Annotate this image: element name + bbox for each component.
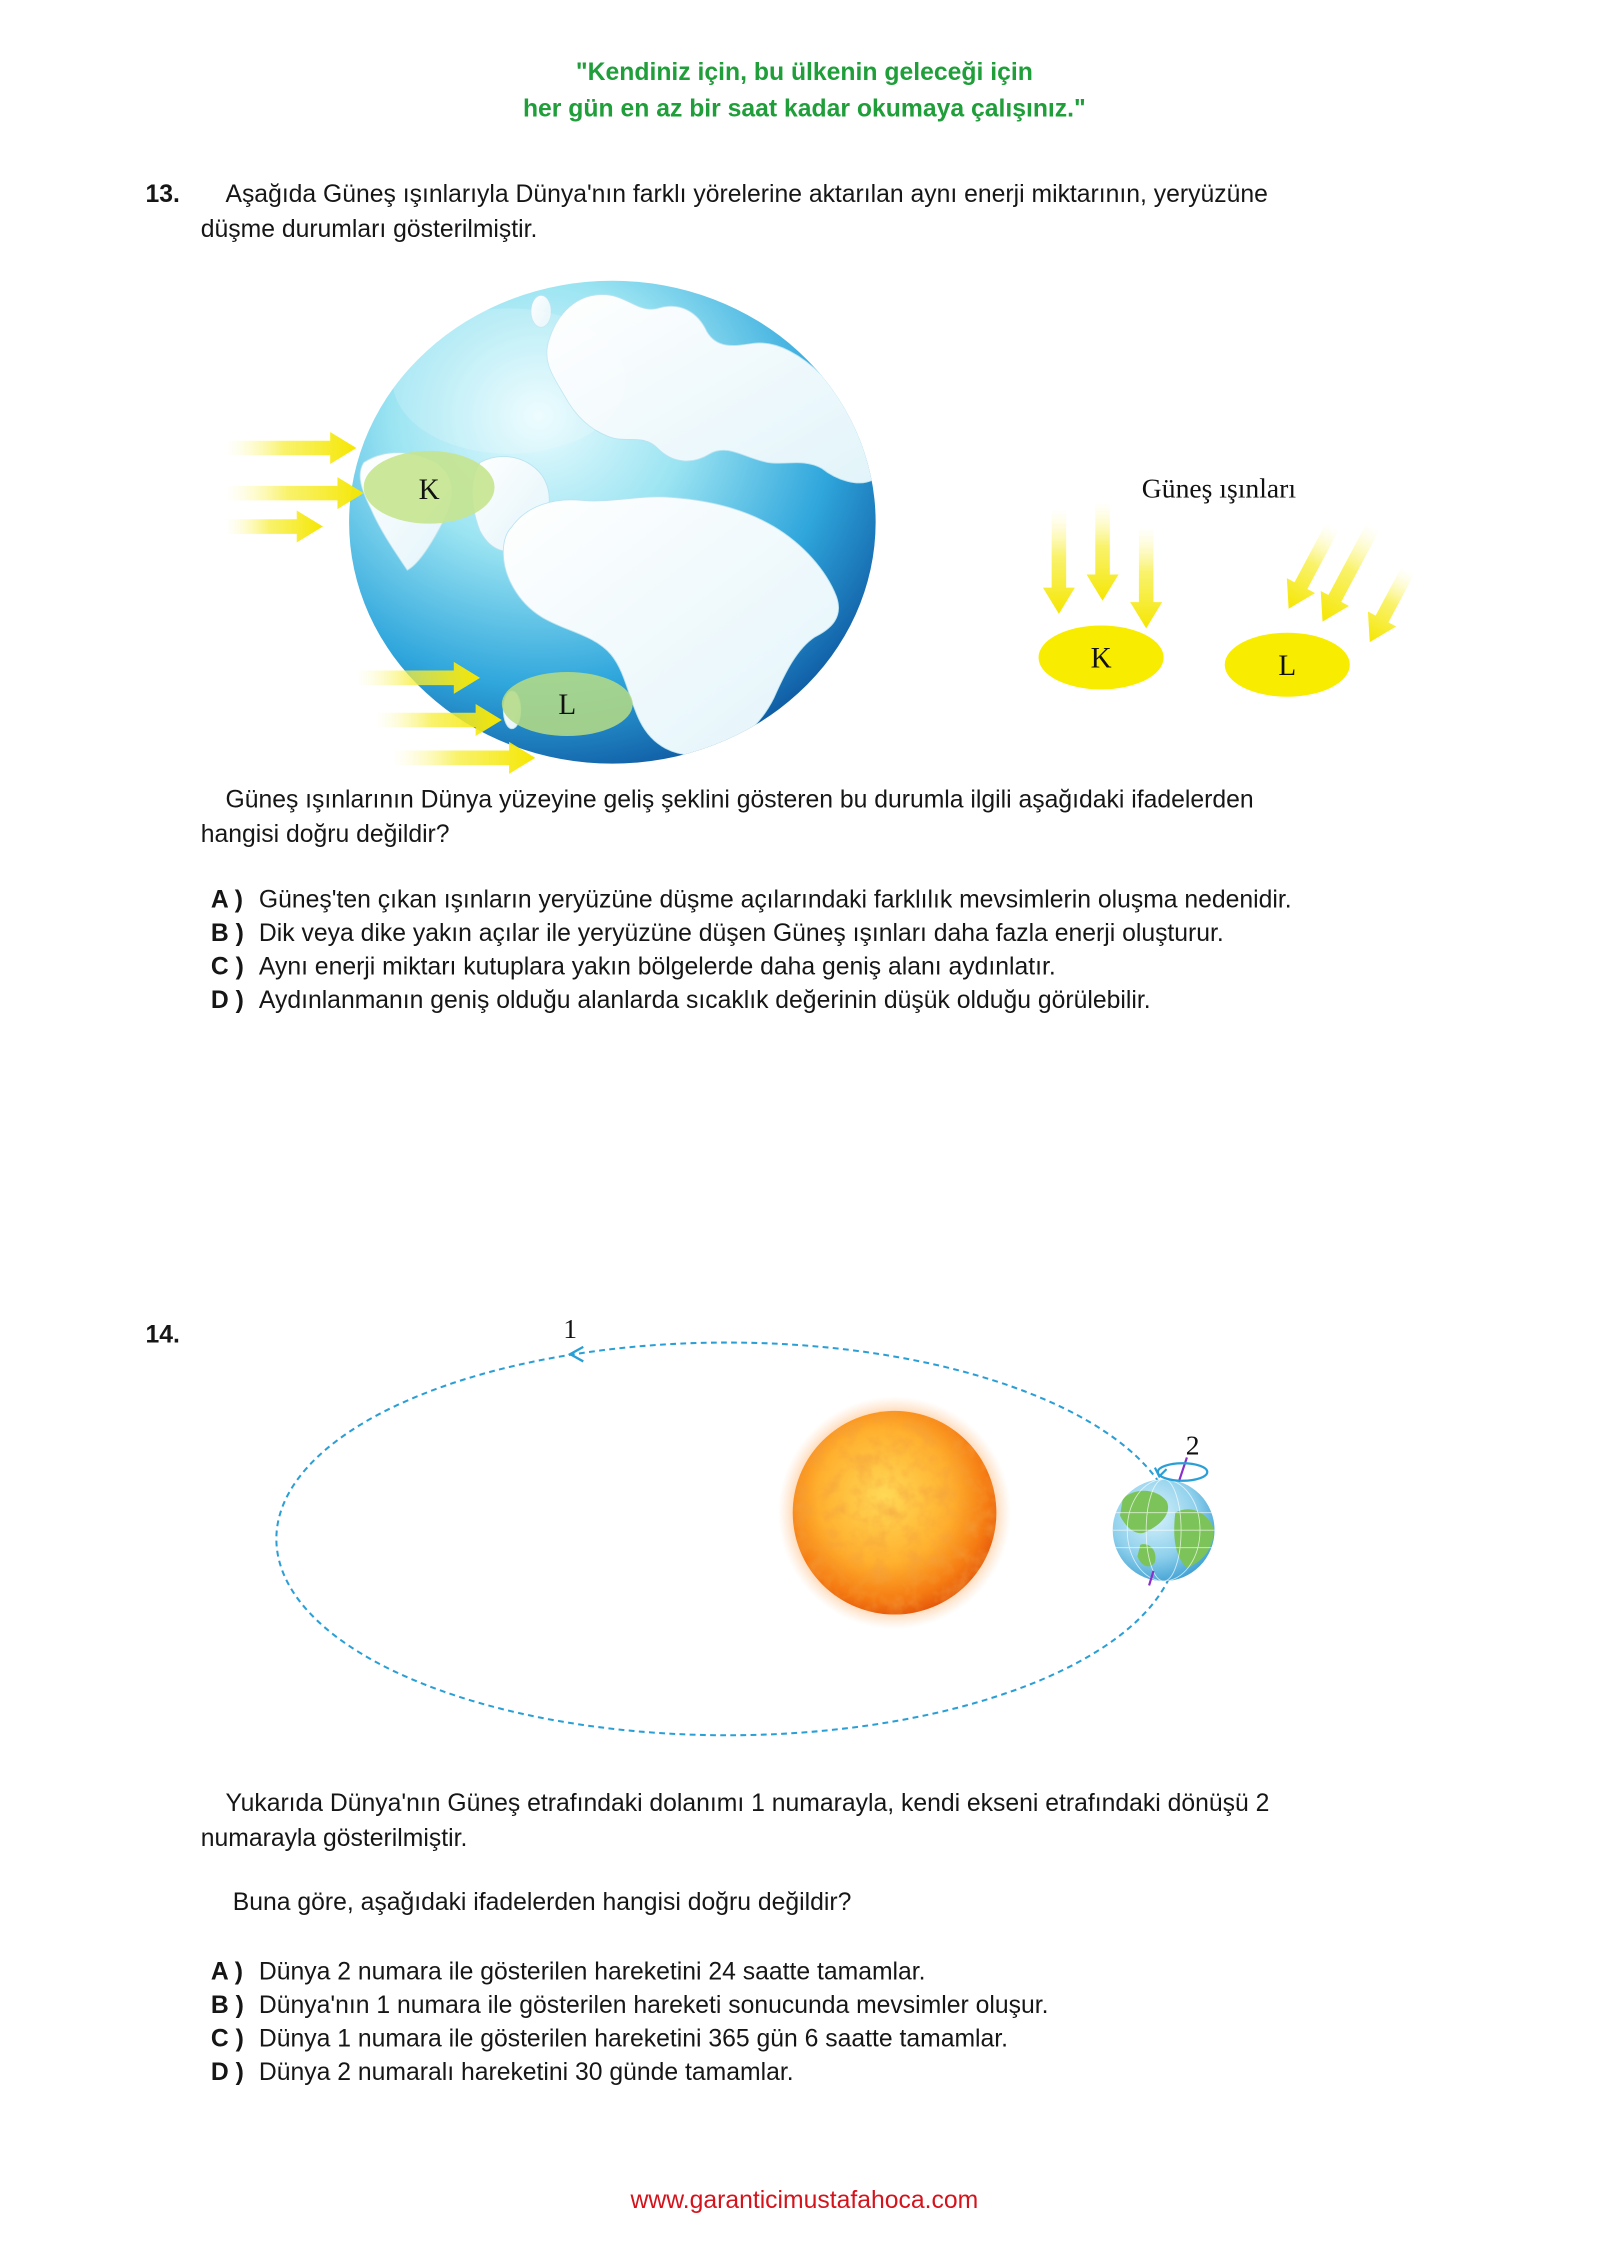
q13-option-b-text: Dik veya dike yakın açılar ile yeryüzüne düşen Güneş ışınları daha fazla enerji oluşturur. (258, 919, 1224, 947)
q13-option-a-letter: A ) (210, 885, 243, 914)
earth-icon (1113, 1457, 1215, 1585)
globe-highlight (393, 308, 626, 453)
q14-option-c-letter: C ) (210, 2024, 244, 2053)
orbit-label: 1 (563, 1313, 578, 1345)
question-13-stem-line-2: düşme durumları gösterilmiştir. (200, 215, 538, 243)
sun-ray-arrow-icon (1130, 527, 1162, 629)
q13-option-a-text: Güneş'ten çıkan ışınların yeryüzüne düşme açılarındaki farklılık mevsimlerin oluşma nedenidir. (258, 885, 1292, 914)
rays-label: Güneş ışınları (1141, 472, 1297, 504)
q14-option-d-text: Dünya 2 numaralı hareketini 30 günde tamamlar. (258, 2058, 794, 2086)
motto-line-1: "Kendiniz için, bu ülkenin geleceği için (575, 58, 1033, 86)
sun-ray-arrow-icon (1087, 502, 1119, 601)
spot-label-k: K (1090, 642, 1112, 675)
sun-texture (793, 1411, 997, 1615)
globe-figure (225, 281, 1422, 774)
q13-option-d-letter: D ) (210, 986, 244, 1014)
q13-option-b-letter: B ) (210, 919, 244, 947)
q14-option-b-letter: B ) (210, 1991, 244, 2019)
sun-ray-arrow-icon (225, 432, 356, 464)
question-14-stem-line-2: numarayla gösterilmiştir. (200, 1823, 468, 1852)
orbit-path (276, 1343, 1178, 1736)
sun-ray-arrow-icon (225, 477, 363, 509)
question-14-number: 14. (145, 1320, 180, 1349)
q13-option-c-text: Aynı enerji miktarı kutuplara yakın bölgelerde daha geniş alanı aydınlatır. (258, 952, 1056, 981)
sun-ray-arrow-icon (375, 704, 502, 736)
orbit-arrow-icon (570, 1347, 583, 1362)
q14-option-b-text: Dünya'nın 1 numara ile gösterilen hareketi sonucunda mevsimler oluşur. (258, 1991, 1049, 2019)
rotation-label: 2 (1185, 1429, 1200, 1461)
globe-label-k: K (418, 473, 440, 506)
orbit-figure (276, 1313, 1214, 1735)
globe-label-l: L (558, 689, 577, 722)
sun-ray-arrow-icon (1043, 509, 1075, 614)
sun-ray-arrow-icon (1356, 563, 1422, 650)
q13-option-d-text: Aydınlanmanın geniş olduğu alanlarda sıcaklık değerinin düşük olduğu görülebilir. (258, 986, 1151, 1014)
q14-option-a-letter: A ) (210, 1957, 243, 1986)
sun-icon (778, 1396, 1011, 1629)
sun-ray-arrow-icon (225, 511, 322, 543)
question-13-prompt-line-1: Güneş ışınlarının Dünya yüzeyine geliş şeklini gösteren bu durumla ilgili aşağıdaki ifadelerden (225, 785, 1254, 814)
question-13-number: 13. (145, 180, 180, 208)
q14-option-a-text: Dünya 2 numara ile gösterilen hareketini 24 saatte tamamlar. (258, 1957, 926, 1986)
question-13-stem-line-1: Aşağıda Güneş ışınlarıyla Dünya'nın farklı yörelerine aktarılan aynı enerji miktarının, yeryüzüne (225, 180, 1268, 208)
q14-option-d-letter: D ) (210, 2058, 244, 2086)
sun-ray-arrow-icon (393, 742, 536, 774)
question-14-stem-line-1: Yukarıda Dünya'nın Güneş etrafındaki dolanımı 1 numarayla, kendi ekseni etrafındaki dönüşü 2 (225, 1789, 1270, 1817)
motto-line-2: her gün en az bir saat kadar okumaya çalışınız." (522, 94, 1086, 123)
footer-website-link[interactable]: www.garanticimustafahoca.com (630, 2186, 979, 2214)
spot-label-l: L (1278, 649, 1297, 682)
question-14-prompt: Buna göre, aşağıdaki ifadelerden hangisi doğru değildir? (232, 1887, 852, 1916)
question-13-prompt-line-2: hangisi doğru değildir? (200, 820, 450, 848)
q13-option-c-letter: C ) (210, 952, 244, 981)
q14-option-c-text: Dünya 1 numara ile gösterilen hareketini 365 gün 6 saatte tamamlar. (258, 2024, 1009, 2053)
